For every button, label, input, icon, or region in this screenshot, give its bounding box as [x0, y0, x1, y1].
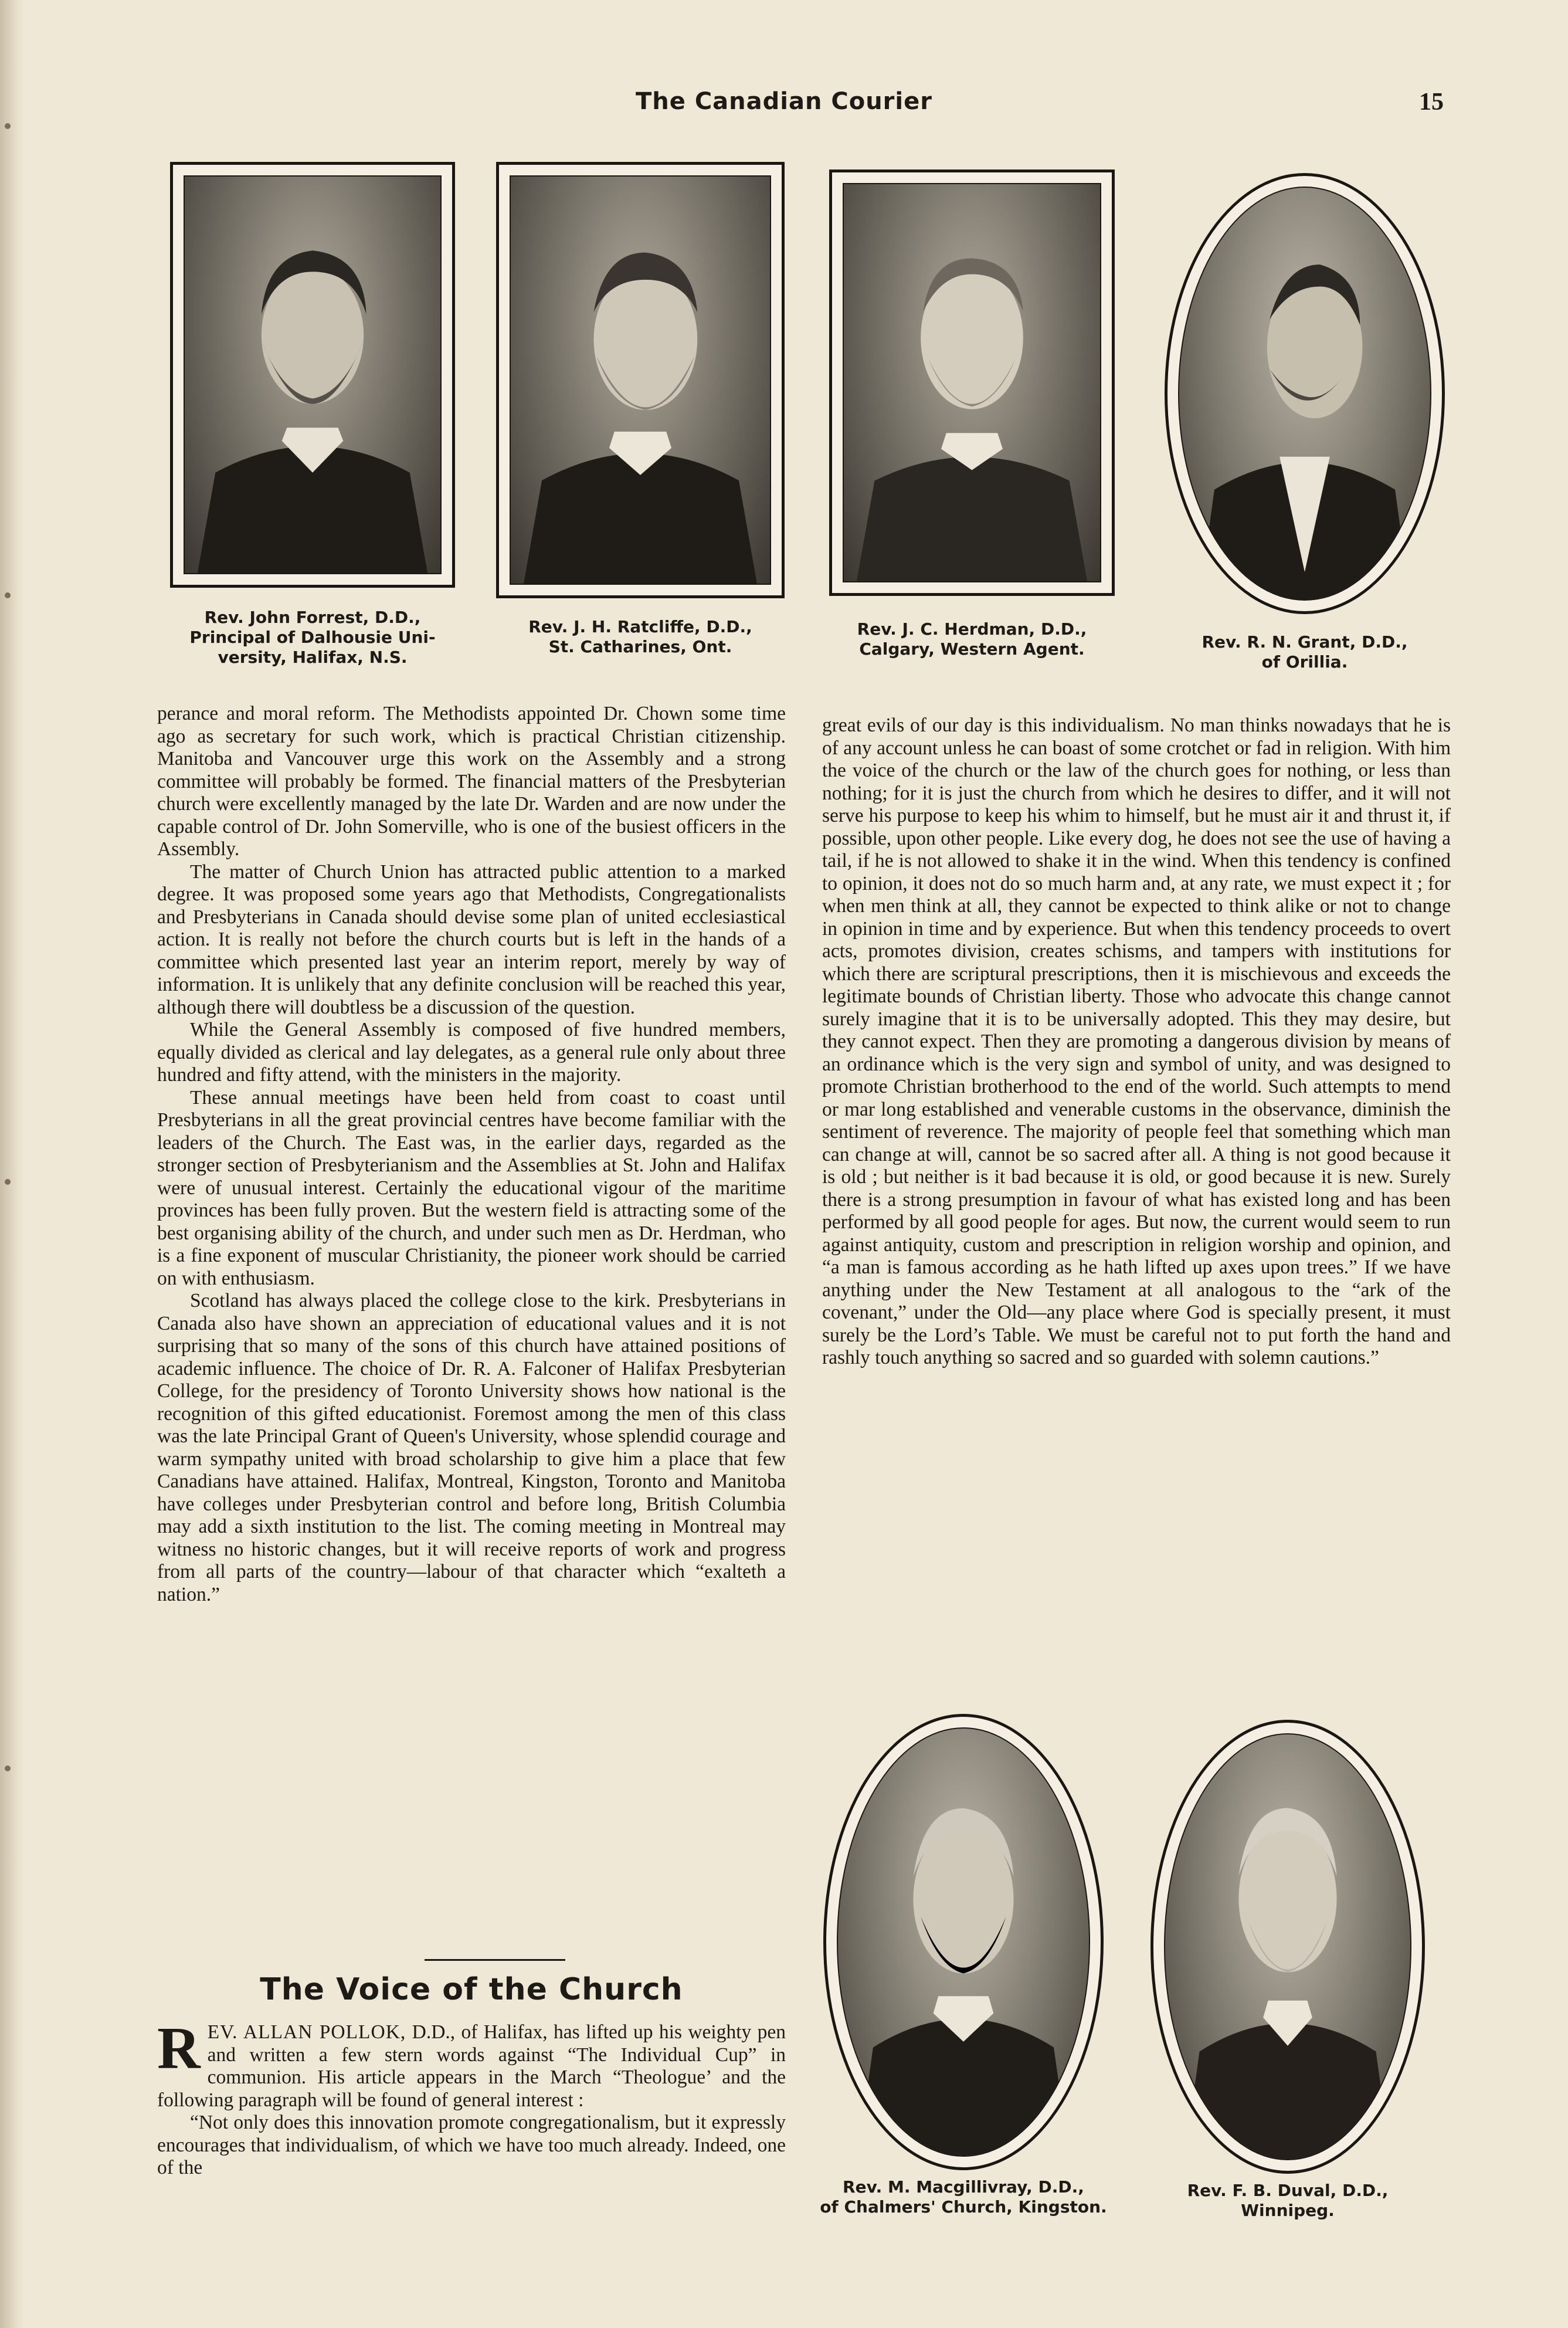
left-column: [157, 703, 786, 1606]
left-paragraph: These annual meetings have been held from coast to coast until Presbyterians in all the great provincial centres have become familiar with the leaders of the Church. The East was, in the earlier days, regarded as the stronger section of Presbyterianism and the Assemblies at St. John and Halifax were of unusual interest. Certainly the educational vigour of the maritime provinces has been fully proven. But the western field is attracting some of the best organising ability of the church, and under such men as Dr. Herdman, who is a fine exponent of muscular Christianity, the pioneer work should be carried on with enthusiasm.: [157, 1086, 786, 1289]
section-heading: The Voice of the Church: [260, 1972, 683, 2007]
left-paragraph: The matter of Church Union has attracted public attention to a marked degree. It was proposed some years ago that Methodists, Congregationalists and Presbyterians in Canada should devise some plan of united ecclesiastical action. It is really not before the church courts but is left in the hands of a committee which presented last year an interim report, merely by way of information. It is unlikely that any definite conclusion will be reached this year, although there will doubtless be a discussion of the question.: [157, 860, 786, 1018]
caption-duval: Rev. F. B. Duval, D.D., Winnipeg.: [1187, 2181, 1389, 2220]
right-column: [822, 714, 1451, 1370]
portrait-ratcliffe: [496, 162, 785, 598]
portrait-macgillivray: [823, 1714, 1104, 2170]
voice-paragraph-rest: D.D., of Halifax, has lifted up his weighty pen and written a few stern words against “The Individual Cup” in communion. His article appears in the March “Theologue’ and the following paragraph will be found of general interest :: [157, 2021, 786, 2111]
voice-column: [157, 2015, 786, 2180]
portrait-duval: [1150, 1720, 1425, 2174]
binding-hole: [5, 123, 11, 129]
drop-cap: R: [157, 2015, 201, 2082]
caption-forrest: Rev. John Forrest, D.D., Principal of Dalhousie Uni- versity, Halifax, N.S.: [189, 608, 436, 667]
caption-grant: Rev. R. N. Grant, D.D., of Orillia.: [1202, 632, 1408, 672]
portrait-figure: [185, 177, 440, 573]
left-paragraph: perance and moral reform. The Methodists appointed Dr. Chown some time ago as secretary for such work, which is practical Christian citizenship. Manitoba and Vancouver urge this work on the Assembly and a strong committee will probably be formed. The financial matters of the Presbyterian church were excellently managed by the late Dr. Warden and are now under the capable control of Dr. John Somerville, who is one of the busiest officers in the Assembly.: [157, 703, 786, 860]
portrait-grant: [1165, 173, 1445, 614]
binding-hole: [5, 592, 11, 598]
portrait-figure: [1179, 188, 1430, 599]
page-number: 15: [1419, 89, 1444, 116]
left-paragraph: While the General Assembly is composed of five hundred members, equally divided as clerical and lay delegates, as a general rule only about three hundred and fifty attend, with the ministers in the majority.: [157, 1019, 786, 1086]
caption-macgillivray: Rev. M. Macgillivray, D.D., of Chalmers' Church, Kingston.: [820, 2177, 1107, 2217]
portrait-figure: [511, 177, 770, 584]
portrait-forrest: [170, 162, 455, 588]
portrait-figure: [844, 184, 1100, 581]
binding-spine: [0, 0, 23, 2328]
binding-hole: [5, 1179, 11, 1185]
section-rule: [425, 1959, 565, 1961]
running-header-title: The Canadian Courier: [636, 88, 932, 115]
left-paragraph: Scotland has always placed the college close to the kirk. Presbyterians in Canada also have shown an appreciation of educational values and it is not surprising that so many of the sons of this church have attained positions of academic influence. The choice of Dr. R. A. Falconer of Halifax Presbyterian College, for the presidency of Toronto University shows how national is the recognition of this gifted educationist. Foremost among the men of this class was the late Principal Grant of Queen's University, whose splendid courage and warm sympathy united with broad scholarship to give him a place that few Canadians have attained. Halifax, Montreal, Kingston, Toronto and Manitoba have colleges under Presbyterian control and before long, British Columbia may add a sixth institution to the list. The coming meeting in Montreal may witness no historic changes, but it will receive reports of work and progress from all parts of the country—labour of that character which “exalteth a nation.”: [157, 1290, 786, 1605]
portrait-figure: [1165, 1734, 1410, 2159]
caption-ratcliffe: Rev. J. H. Ratcliffe, D.D., St. Catharines, Ont.: [528, 617, 752, 656]
binding-hole: [5, 1766, 11, 1771]
portrait-figure: [838, 1729, 1089, 2156]
lead-caps: EV. ALLAN POLLOK,: [207, 2021, 406, 2043]
right-paragraph: great evils of our day is this individualism. No man thinks nowadays that he is of any account unless he can boast of some crotchet or fad in religion. With him the voice of the church or the law of the church goes for nothing, or less than nothing; for it is just the church from which he desires to differ, and it will not serve his purpose to keep his whim to himself, but he must air it and thrust it, if possible, upon other people. Like every dog, he does not see the use of having a tail, if he is not allowed to shake it in the wind. When this tendency is confined to opinion, it does not do so much harm and, at any rate, we must expect it ; for when men think at all, they cannot be expected to think alike or not to change in opinion in time and by experience. But when this tendency proceeds to overt acts, promotes division, creates schisms, and tampers with institutions for which there are scriptural prescriptions, then it is mischievous and exceeds the legitimate bounds of Christian liberty. Those who advocate this change cannot surely imagine that it is to be universally adopted. This they may desire, but they cannot expect. Then they are promoting a dangerous division by means of an ordinance which is the very sign and symbol of unity, and was designed to promote Christian brotherhood to the end of the world. Such attempts to mend or mar long established and venerable customs in the observance, diminish the sentiment of reverence. The majority of people feel that something which man can change at will, cannot be so sacred after all. A thing is not good because it is old ; but neither is it bad because it is old, or good because it is new. Surely there is a strong presumption in favour of what has existed long and has been performed by all good people for ages. But now, the current would seem to run against antiquity, custom and prescription in religion worship and opinion, and “a man is famous according as he hath lifted up axes upon trees.” If we have anything under the New Testament at all analogous to the “ark of the covenant,” under the Old—any place where God is specially present, it must surely be the Lord’s Table. We must be careful not to put forth the hand and rashly touch anything so sacred and so guarded with solemn cautions.”: [822, 714, 1451, 1368]
voice-first-paragraph: [157, 2015, 786, 2112]
voice-quote-start: “Not only does this innovation promote congregationalism, but it expressly encourages that individualism, of which we have too much already. Indeed, one of the: [157, 2112, 786, 2178]
portrait-herdman: [829, 170, 1115, 596]
caption-herdman: Rev. J. C. Herdman, D.D., Calgary, Western Agent.: [857, 619, 1087, 659]
